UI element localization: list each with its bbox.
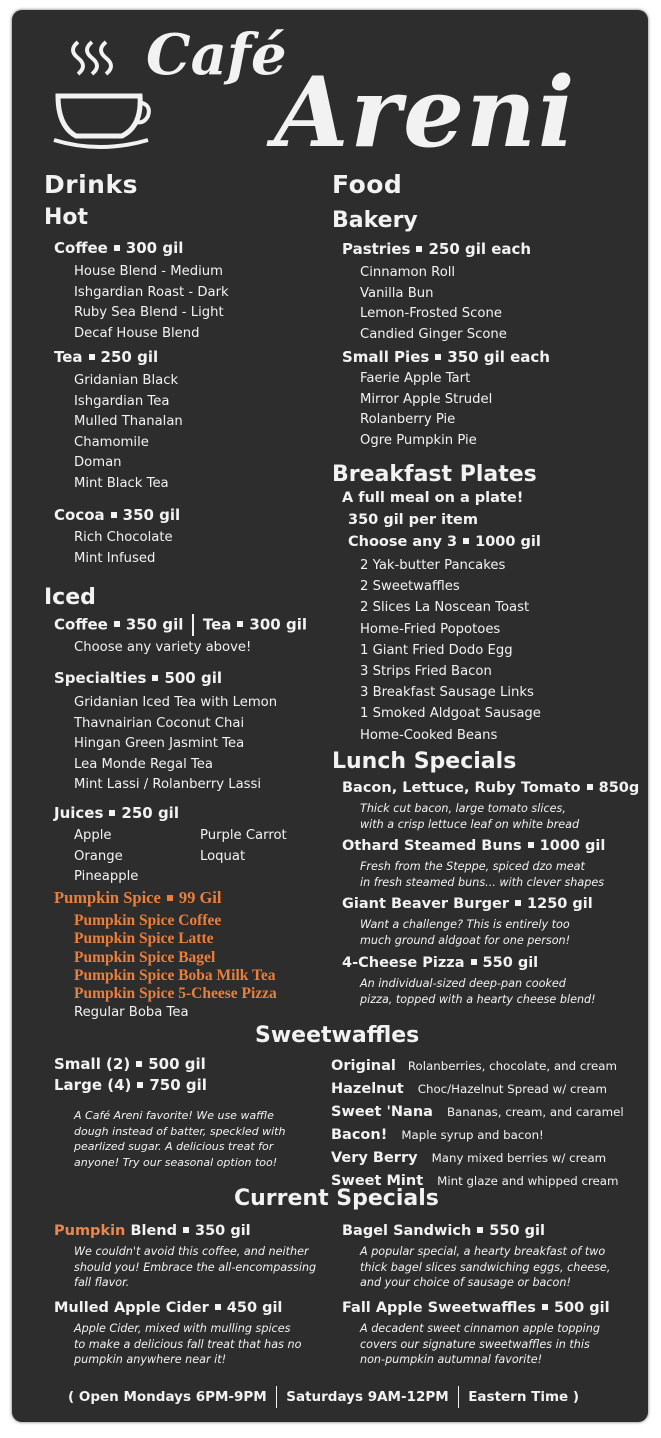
desc-line: We couldn't avoid this coffee, and neither: [74, 1245, 309, 1258]
desc-line: covers our signature sweetwaffles in this: [360, 1337, 590, 1351]
flavor-name: Original: [331, 1058, 396, 1074]
menu-board: [12, 10, 648, 1422]
item-price: 1250 gil: [527, 896, 593, 912]
list-item: 1 Smoked Aldgoat Sausage: [360, 706, 541, 722]
bullet-icon: [109, 810, 115, 816]
iced-heading: Iced: [44, 585, 96, 610]
list-item: Pumpkin Spice Coffee: [74, 912, 222, 929]
item-price: 850g: [598, 780, 640, 796]
special-desc: [74, 1321, 301, 1368]
iced-note: Choose any variety above!: [74, 640, 252, 655]
bullet-icon: [471, 959, 477, 965]
bullet-icon: [587, 784, 593, 790]
bullet-icon: [542, 1304, 548, 1310]
bullet-icon: [111, 512, 117, 518]
item-price: 350 gil: [125, 615, 184, 634]
list-item: Ishgardian Roast - Dark: [74, 284, 229, 300]
item-name: Fall Apple Sweetwaffles: [342, 1300, 536, 1316]
desc-line: in fresh steamed buns... with clever shapes: [360, 875, 605, 889]
item-name: Small (2): [54, 1055, 131, 1073]
list-item: Pineapple: [74, 869, 139, 884]
waffle-blurb: [74, 1108, 285, 1170]
item-name: Choose any 3: [348, 534, 458, 550]
juices-col1: [74, 826, 138, 888]
list-item: Candied Ginger Scone: [360, 326, 507, 342]
list-item: Gridanian Iced Tea with Lemon: [74, 695, 278, 710]
breakfast-line2: 350 gil per item: [348, 512, 478, 528]
list-item: Mint Black Tea: [74, 475, 169, 491]
item-price: 450 gil: [226, 1300, 283, 1316]
bullet-icon: [136, 1061, 142, 1067]
pies-list: [360, 369, 492, 451]
desc-line: Fresh from the Steppe, spiced dzo meat: [360, 860, 585, 873]
flavor-name: Hazelnut: [331, 1081, 404, 1097]
item-price: 99 Gil: [178, 888, 222, 907]
item-name: 4-Cheese Pizza: [342, 955, 465, 971]
flavor-name: Sweet Mint: [331, 1173, 424, 1189]
hot-tea-line: [54, 348, 158, 366]
item-name: Mulled Apple Cider: [54, 1300, 209, 1316]
waffle-large-line: [54, 1076, 207, 1094]
divider: [458, 1386, 460, 1408]
list-item: 2 Yak-butter Pancakes: [360, 558, 506, 573]
specialties-line: [54, 669, 222, 687]
lunch-desc: [360, 859, 604, 890]
desc-line: with a crisp lettuce leaf on white bread: [360, 817, 580, 831]
pumpkin-spice-list: [74, 912, 277, 1003]
list-item: Pumpkin Spice Boba Milk Tea: [74, 966, 276, 984]
coffee-cup-logo: [52, 36, 152, 156]
specials-heading: Current Specials: [234, 1186, 439, 1211]
list-item: Faerie Apple Tart: [360, 371, 471, 386]
list-item: Orange: [74, 848, 123, 864]
item-price: 550 gil: [489, 1223, 545, 1239]
list-item: Mulled Thanalan: [74, 414, 183, 429]
hours-timezone: Eastern Time ): [468, 1389, 580, 1405]
list-item: Ogre Pumpkin Pie: [360, 432, 477, 448]
pastries-line: [342, 240, 531, 258]
flavor-name: Very Berry: [331, 1150, 418, 1166]
desc-line: should you! Embrace the all-encompassing: [74, 1260, 317, 1274]
desc-line: A decadent sweet cinnamon apple topping: [360, 1322, 600, 1335]
item-name: Tea: [54, 348, 83, 366]
item-name: Specialties: [54, 669, 147, 687]
regular-boba: Regular Boba Tea: [74, 1005, 189, 1020]
desc-line: pearlized sugar. A delicious treat for: [74, 1140, 274, 1153]
bullet-icon: [416, 246, 422, 252]
list-item: Ishgardian Tea: [74, 393, 170, 409]
list-item: Gridanian Black: [74, 373, 179, 388]
list-item: Home-Cooked Beans: [360, 727, 498, 743]
pastries-list: [360, 263, 507, 345]
item-name: Pastries: [342, 240, 411, 258]
divider: [276, 1386, 278, 1408]
cafe-title: Café: [146, 22, 287, 88]
drinks-heading: Drinks: [44, 170, 138, 199]
item-price: 350 gil: [195, 1223, 251, 1239]
desc-line: thick bagel slices sandwiching eggs, cheese,: [360, 1260, 611, 1274]
item-name: Large (4): [54, 1076, 132, 1094]
special-desc: [360, 1321, 600, 1368]
areni-title: Areni: [274, 56, 577, 169]
flavor-row: [331, 1123, 624, 1146]
item-name: Coffee: [54, 615, 108, 634]
item-name-accent: Pumpkin: [54, 1223, 126, 1239]
list-item: 2 Sweetwaffles: [360, 579, 460, 595]
desc-line: fall flavor.: [74, 1276, 130, 1289]
bullet-icon: [237, 621, 243, 627]
waffle-small-line: [54, 1055, 206, 1073]
hot-tea-list: [74, 371, 183, 494]
flavor-desc: Mint glaze and whipped cream: [437, 1174, 619, 1188]
lunch-item-pizza: [342, 955, 538, 971]
list-item: Mirror Apple Strudel: [360, 391, 493, 407]
desc-line: dough instead of batter, speckled with: [74, 1124, 286, 1138]
desc-line: Thick cut bacon, large tomato slices,: [360, 802, 566, 815]
bullet-icon: [528, 842, 534, 848]
item-name: Bacon, Lettuce, Ruby Tomato: [342, 780, 581, 796]
item-price: 500 gil: [553, 1300, 610, 1316]
item-price: 250 gil: [121, 804, 179, 822]
desc-line: A popular special, a hearty breakfast of two: [360, 1245, 606, 1258]
bullet-icon: [114, 621, 120, 627]
flavor-row: [331, 1146, 624, 1169]
breakfast-line1: A full meal on a plate!: [342, 490, 524, 506]
item-price: 500 gil: [164, 669, 222, 687]
special-bagel-sandwich: [342, 1223, 545, 1239]
desc-line: A Café Areni favorite! We use waffle: [74, 1109, 274, 1122]
lunch-item-burger: [342, 896, 593, 912]
hot-cocoa-list: [74, 528, 173, 569]
list-item: Mint Lassi / Rolanberry Lassi: [74, 777, 262, 792]
list-item: 3 Breakfast Sausage Links: [360, 685, 534, 701]
flavor-name: Sweet 'Nana: [331, 1104, 433, 1120]
bullet-icon: [137, 1082, 143, 1088]
iced-coffee-tea-line: [54, 614, 307, 636]
flavor-desc: Rolanberries, chocolate, and cream: [407, 1059, 617, 1073]
bullet-icon: [477, 1227, 483, 1233]
list-item: Hingan Green Jasmint Tea: [74, 736, 245, 751]
list-item: Decaf House Blend: [74, 325, 200, 341]
item-price: 250 gil: [100, 348, 159, 366]
bullet-icon: [515, 900, 521, 906]
pies-line: [342, 348, 550, 366]
list-item: Vanilla Bun: [360, 285, 434, 301]
item-name: Small Pies: [342, 348, 430, 366]
lunch-desc: [360, 917, 570, 948]
special-desc: [360, 1244, 610, 1291]
flavor-row: [331, 1100, 624, 1123]
hot-coffee-list: [74, 262, 229, 344]
item-price: 300 gil: [125, 239, 184, 257]
item-name: Blend: [130, 1223, 177, 1239]
list-item: 2 Slices La Noscean Toast: [360, 600, 530, 616]
lunch-heading: Lunch Specials: [332, 749, 517, 774]
hours-mondays: ( Open Mondays 6PM-9PM: [68, 1389, 267, 1405]
item-name: Othard Steamed Buns: [342, 838, 522, 854]
specialties-list: [74, 693, 277, 796]
item-price: 500 gil: [148, 1055, 206, 1073]
list-item: Chamomile: [74, 434, 149, 450]
list-item: Pumpkin Spice Bagel: [74, 948, 216, 966]
divider: [192, 614, 194, 636]
list-item: Loquat: [200, 848, 246, 864]
list-item: House Blend - Medium: [74, 264, 223, 279]
desc-line: Apple Cider, mixed with mulling spices: [74, 1322, 291, 1335]
item-name: Bagel Sandwich: [342, 1223, 472, 1239]
flavor-desc: Maple syrup and bacon!: [401, 1128, 544, 1142]
item-name: Juices: [54, 804, 104, 822]
list-item: Doman: [74, 455, 122, 470]
list-item: 1 Giant Fried Dodo Egg: [360, 642, 513, 658]
list-item: Lemon-Frosted Scone: [360, 306, 502, 321]
bullet-icon: [435, 354, 441, 360]
special-desc: [74, 1244, 316, 1291]
list-item: Thavnairian Coconut Chai: [74, 715, 245, 731]
item-name: Giant Beaver Burger: [342, 896, 510, 912]
list-item: Home-Fried Popotoes: [360, 621, 501, 637]
juices-col2: [200, 826, 287, 867]
list-item: 3 Strips Fried Bacon: [360, 664, 492, 680]
bullet-icon: [89, 354, 95, 360]
breakfast-list: [360, 555, 541, 746]
desc-line: much ground aldgoat for one person!: [360, 933, 571, 947]
special-fall-apple: [342, 1300, 610, 1316]
list-item: Mint Infused: [74, 550, 156, 566]
list-item: Pumpkin Spice Latte: [74, 930, 214, 948]
desc-line: anyone! Try our seasonal option too!: [74, 1155, 278, 1169]
item-price: 1000 gil: [539, 838, 606, 854]
desc-line: non-pumpkin autumnal favorite!: [360, 1353, 543, 1366]
breakfast-heading: Breakfast Plates: [332, 462, 537, 487]
desc-line: pumpkin anywhere near it!: [74, 1353, 227, 1366]
lunch-desc: [360, 801, 579, 832]
bullet-icon: [215, 1304, 221, 1310]
bullet-icon: [183, 1227, 189, 1233]
flavor-desc: Many mixed berries w/ cream: [431, 1151, 607, 1165]
bullet-icon: [463, 538, 469, 544]
desc-line: An individual-sized deep-pan cooked: [360, 977, 566, 990]
food-heading: Food: [332, 170, 403, 199]
desc-line: pizza, topped with a hearty cheese blend!: [360, 992, 596, 1006]
list-item: Apple: [74, 828, 112, 843]
lunch-item-buns: [342, 838, 605, 854]
list-item: Cinnamon Roll: [360, 265, 456, 280]
list-item: Pumpkin Spice 5-Cheese Pizza: [74, 985, 277, 1003]
flavor-desc: Bananas, cream, and caramel: [446, 1105, 624, 1119]
lunch-item-blt: [342, 780, 639, 796]
item-price: 250 gil each: [428, 240, 532, 258]
bullet-icon: [167, 895, 173, 901]
item-price: 350 gil: [122, 506, 181, 524]
list-item: Rolanberry Pie: [360, 412, 456, 427]
waffle-flavors: [331, 1054, 624, 1192]
item-price: 1000 gil: [475, 534, 541, 550]
breakfast-choose-line: [348, 534, 541, 550]
item-price: 750 gil: [149, 1076, 207, 1094]
item-name: Cocoa: [54, 506, 105, 524]
lunch-desc: [360, 976, 596, 1007]
item-name: Tea: [202, 615, 232, 634]
desc-line: and your choice of sausage or bacon!: [360, 1276, 571, 1289]
item-name: Coffee: [54, 239, 108, 257]
flavor-name: Bacon!: [331, 1127, 388, 1143]
list-item: Purple Carrot: [200, 828, 287, 843]
desc-line: Want a challenge? This is entirely too: [360, 918, 570, 931]
bullet-icon: [152, 675, 158, 681]
hours-saturdays: Saturdays 9AM-12PM: [286, 1389, 449, 1405]
desc-line: to make a delicious fall treat that has no: [74, 1337, 302, 1351]
item-price: 300 gil: [249, 615, 307, 634]
special-mulled-cider: [54, 1300, 282, 1316]
flavor-row: [331, 1077, 624, 1100]
item-price: 350 gil each: [447, 348, 550, 366]
bullet-icon: [114, 245, 120, 251]
special-pumpkin-blend: [54, 1223, 251, 1239]
list-item: Ruby Sea Blend - Light: [74, 305, 224, 320]
pumpkin-spice-line: [54, 888, 221, 908]
sweetwaffles-heading: Sweetwaffles: [255, 1023, 420, 1048]
flavor-desc: Choc/Hazelnut Spread w/ cream: [417, 1082, 608, 1096]
hot-cocoa-line: [54, 506, 180, 524]
opening-hours: [68, 1386, 579, 1408]
hot-coffee-line: [54, 239, 183, 257]
item-price: 550 gil: [482, 955, 539, 971]
flavor-row: [331, 1054, 624, 1077]
item-name: Pumpkin Spice: [54, 888, 161, 907]
bakery-heading: Bakery: [332, 208, 418, 233]
list-item: Rich Chocolate: [74, 530, 173, 545]
list-item: Lea Monde Regal Tea: [74, 756, 213, 772]
juices-line: [54, 804, 179, 822]
hot-heading: Hot: [44, 205, 89, 230]
